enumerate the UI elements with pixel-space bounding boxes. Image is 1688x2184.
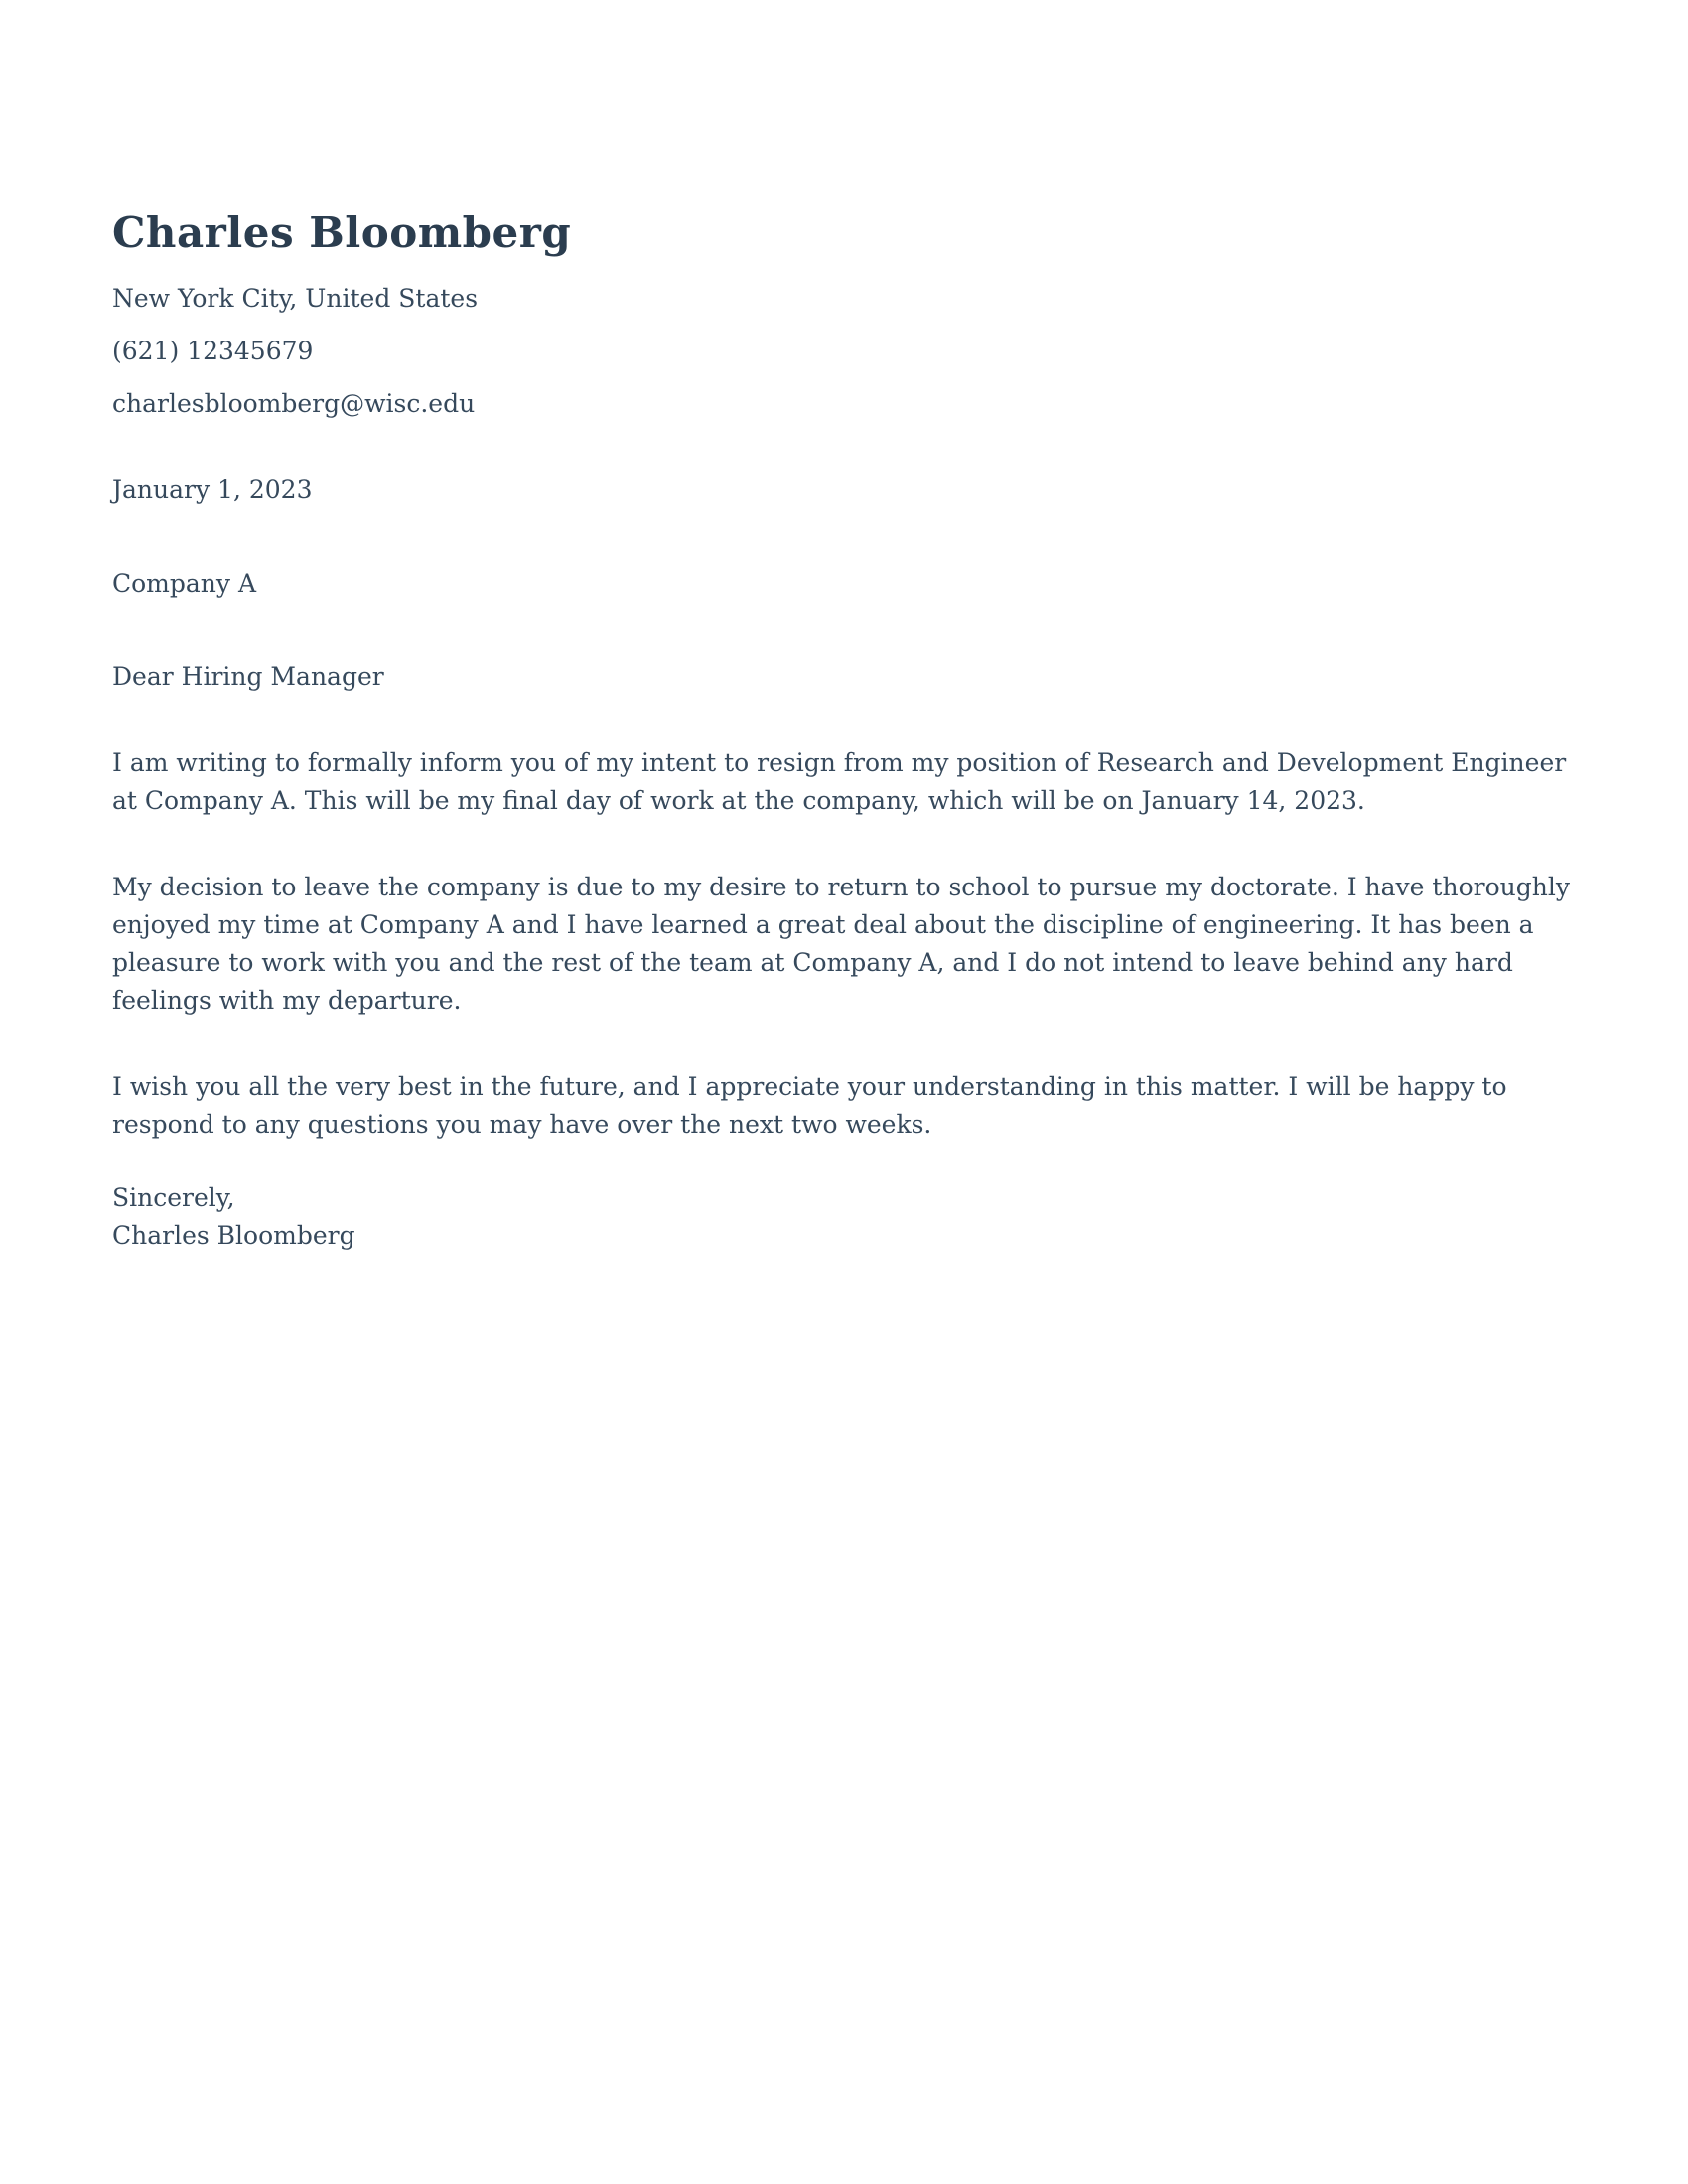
sender-name-heading: Charles Bloomberg: [112, 208, 572, 257]
letter-date: January 1, 2023: [112, 476, 313, 504]
closing: Sincerely,: [112, 1183, 235, 1212]
body-paragraph-3: I wish you all the very best in the future, and I appreciate your understanding in this matter. I will be happy to respond to any questions you may have over the next two weeks.: [112, 1072, 1507, 1139]
signature-name: Charles Bloomberg: [112, 1221, 355, 1250]
sender-phone: (621) 12345679: [112, 337, 314, 365]
body-paragraph-1: I am writing to formally inform you of my intent to resign from my position of Research and Development Engineer at Company A. This will be my final day of work at the company, which will be on January 14, 2023.: [112, 749, 1567, 815]
contact-block: [112, 272, 1575, 430]
body-paragraph-2: My decision to leave the company is due to my desire to return to school to pursue my doctorate. I have thoroughly enjoyed my time at Company A and I have learned a great deal about the discipline of engineering. It has been a pleasure to work with you and the rest of the team at Company A, and I do not intend to leave behind any hard feelings with my departure.: [112, 873, 1570, 1015]
sender-email: charlesbloomberg@wisc.edu: [112, 389, 476, 418]
recipient-name: Company A: [112, 569, 257, 598]
salutation: Dear Hiring Manager: [112, 662, 384, 691]
sender-location: New York City, United States: [112, 284, 479, 313]
